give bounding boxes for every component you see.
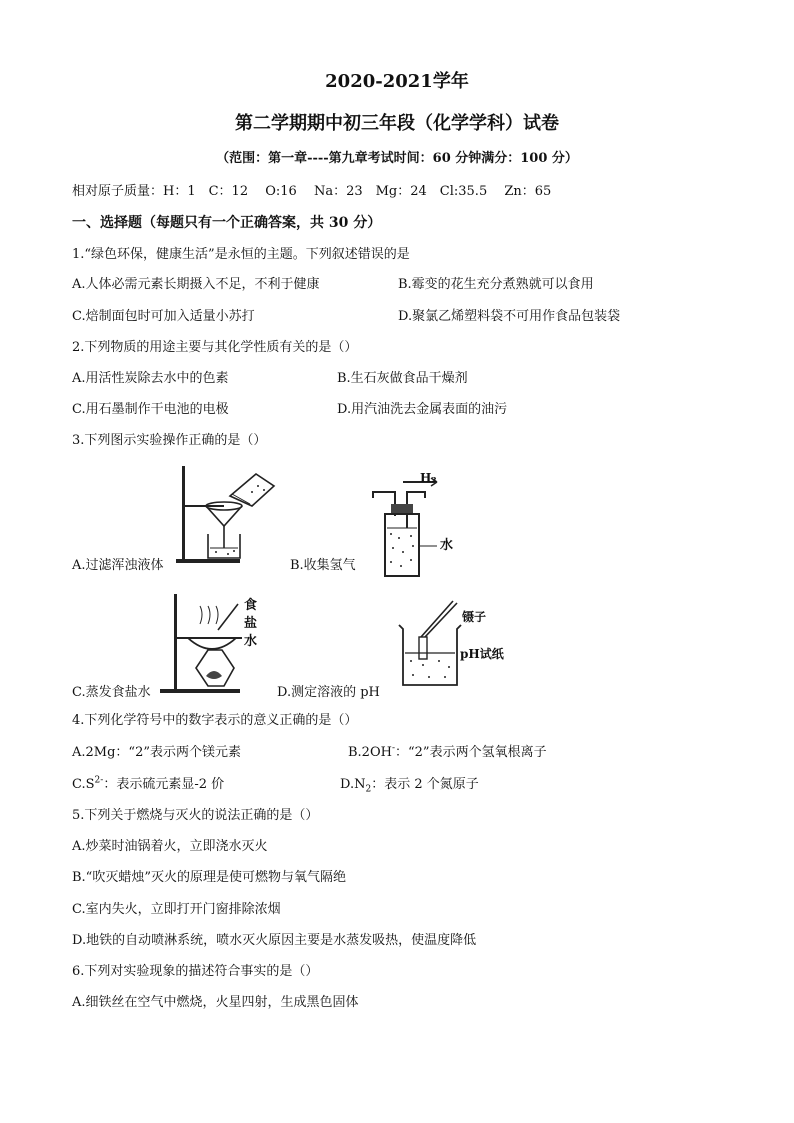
question-4-option-b: B.2OH-：“2”表示两个氢氧根离子 <box>348 743 547 760</box>
question-2-option-d: D.用汽油洗去金属表面的油污 <box>337 402 508 417</box>
gas-collection-figure <box>365 468 465 578</box>
question-3-option-b: B.收集氢气 <box>290 558 356 573</box>
question-3-option-c: C.蒸发食盐水 <box>72 685 151 700</box>
page-title-year: 2020-2021学年 <box>325 71 469 92</box>
evaporation-figure <box>156 590 256 696</box>
filtration-figure <box>172 462 282 566</box>
exam-range: （范围：第一章----第九章考试时间：60 分钟满分：100 分） <box>216 151 578 166</box>
question-3-option-d: D.测定溶液的 pH <box>277 685 380 700</box>
question-5-option-a: A.炒菜时油锅着火，立即浇水灭火 <box>72 839 268 854</box>
question-4-stem: 4.下列化学符号中的数字表示的意义正确的是（） <box>72 713 358 728</box>
salt-label-2: 盐 <box>244 616 258 631</box>
section-heading: 一、选择题（每题只有一个正确答案，共 30 分） <box>72 215 382 231</box>
water-label-b: 水 <box>440 538 454 553</box>
question-3-option-a: A.过滤浑浊液体 <box>72 558 164 573</box>
question-1-option-a: A.人体必需元素长期摄入不足，不利于健康 <box>72 277 320 292</box>
ph-test-figure <box>395 597 467 691</box>
question-4-option-d: $D.N_2$：表示 2 个氮原子 <box>340 777 479 795</box>
question-6-option-a: A.细铁丝在空气中燃烧，火星四射，生成黑色固体 <box>72 995 359 1010</box>
tweezers-label: 镊子 <box>462 610 487 624</box>
question-2-stem: 2.下列物质的用途主要与其化学性质有关的是（） <box>72 340 358 355</box>
question-6-stem: 6.下列对实验现象的描述符合事实的是（） <box>72 964 319 979</box>
question-1-option-b: B.霉变的花生充分煮熟就可以食用 <box>398 277 594 292</box>
hydrogen-label: H₂ <box>420 471 437 485</box>
question-5-option-d: D.地铁的自动喷淋系统，喷水灭火原因主要是水蒸发吸热，使温度降低 <box>72 933 477 948</box>
question-5-stem: 5.下列关于燃烧与灭火的说法正确的是（） <box>72 808 319 823</box>
question-1-option-c: C.焙制面包时可加入适量小苏打 <box>72 309 255 324</box>
question-1-option-d: D.聚氯乙烯塑料袋不可用作食品包装袋 <box>398 309 621 324</box>
question-1-stem: 1.“绿色环保，健康生活”是永恒的主题。下列叙述错误的是 <box>72 247 410 262</box>
salt-label-3: 水 <box>244 634 258 649</box>
salt-label-1: 食 <box>244 598 258 613</box>
page-title: 第二学期期中初三年段（化学学科）试卷 <box>235 113 559 134</box>
question-5-option-b: B.“吹灭蜡烛”灭火的原理是使可燃物与氧气隔绝 <box>72 870 346 885</box>
atomic-masses: 相对原子质量：H：1 C：12 O:16 Na：23 Mg：24 Cl:35.5 Zn：65 <box>72 184 552 199</box>
question-4-option-c: $C.S^{2-}$：表示硫元素显-2 价 <box>72 775 225 792</box>
question-2-option-c: C.用石墨制作干电池的电极 <box>72 402 229 417</box>
question-5-option-c: C.室内失火，立即打开门窗排除浓烟 <box>72 902 281 917</box>
question-2-option-b: B.生石灰做食品干燥剂 <box>337 371 468 386</box>
question-3-stem: 3.下列图示实验操作正确的是（） <box>72 433 267 448</box>
question-2-option-a: A.用活性炭除去水中的色素 <box>72 371 229 386</box>
ph-paper-label: pH试纸 <box>460 647 504 661</box>
question-4-option-a: A.2Mg：“2”表示两个镁元素 <box>72 745 241 760</box>
